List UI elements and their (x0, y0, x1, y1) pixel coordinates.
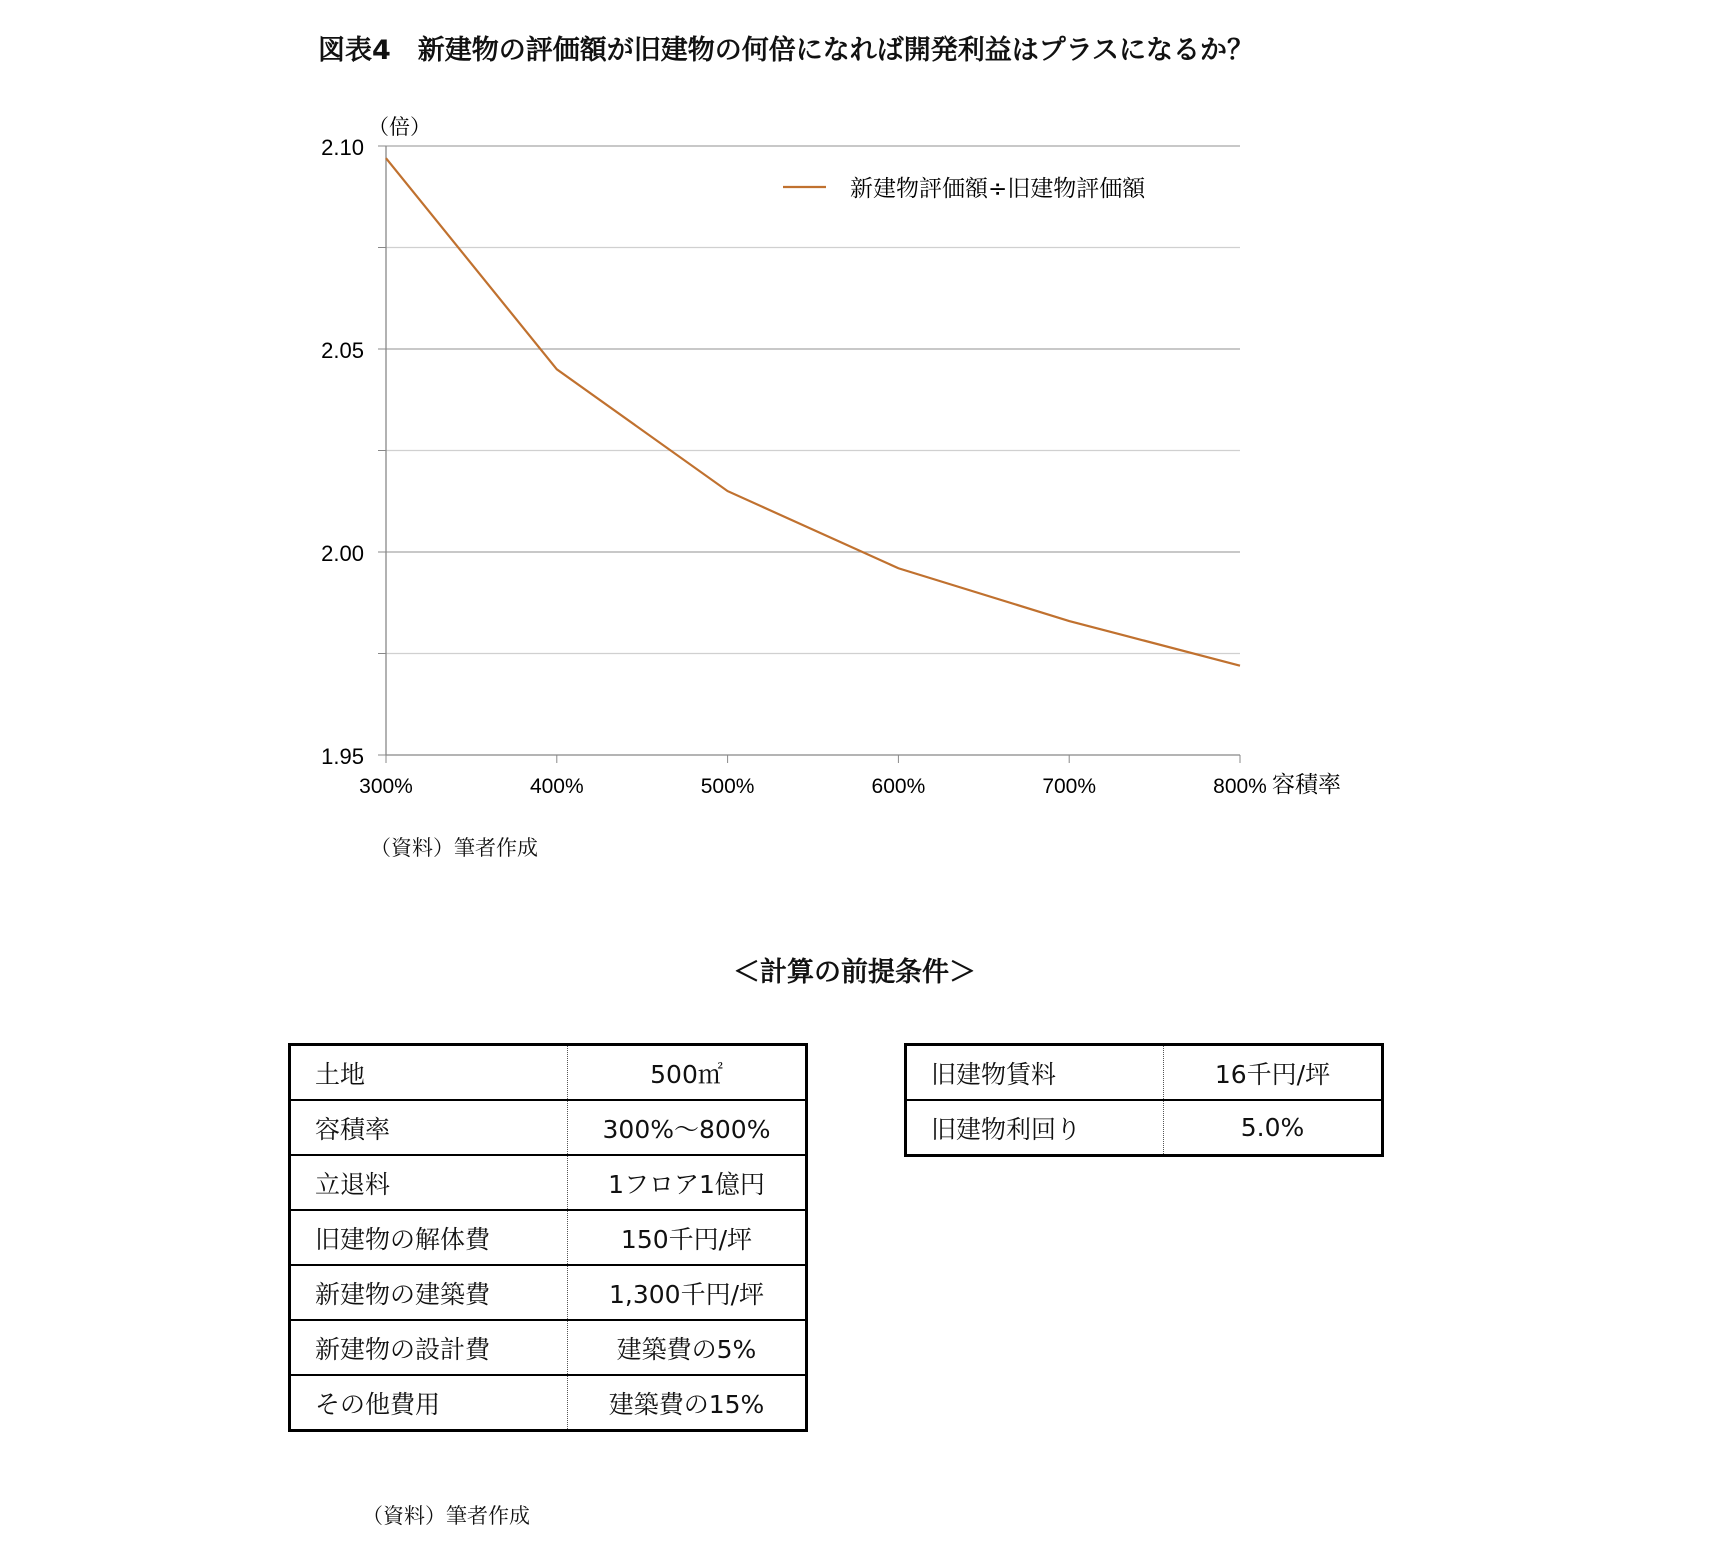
y-tick-label: 2.05 (321, 338, 364, 363)
table-row (290, 1320, 807, 1375)
table-row (290, 1375, 807, 1431)
table-source: （資料）筆者作成 (362, 1504, 530, 1528)
tick-labels (321, 135, 1267, 798)
table-row (290, 1210, 807, 1265)
x-axis-label: 容積率 (1272, 772, 1341, 798)
condition-key: その他費用 (290, 1375, 568, 1431)
table-row (906, 1045, 1383, 1101)
x-tick-label: 600% (871, 775, 926, 798)
table-row (290, 1155, 807, 1210)
table-row (290, 1045, 807, 1101)
table-row (290, 1265, 807, 1320)
condition-value: 建築費の15% (568, 1375, 807, 1431)
legend-label: 新建物評価額÷旧建物評価額 (850, 176, 1146, 202)
condition-value: 300%～800% (568, 1100, 807, 1155)
condition-value: 150千円/坪 (568, 1210, 807, 1265)
x-tick-label: 700% (1042, 775, 1097, 798)
condition-value: 建築費の5% (568, 1320, 807, 1375)
condition-key: 立退料 (290, 1155, 568, 1210)
condition-value: 16千円/坪 (1164, 1045, 1383, 1101)
condition-value: 1フロア1億円 (568, 1155, 807, 1210)
condition-key: 旧建物賃料 (906, 1045, 1164, 1101)
x-tick-label: 800% (1213, 775, 1267, 798)
condition-value: 1,300千円/坪 (568, 1265, 807, 1320)
condition-key: 土地 (290, 1045, 568, 1101)
figure-title: 図表4 新建物の評価額が旧建物の何倍になれば開発利益はプラスになるか？ (318, 35, 1254, 66)
series-line (386, 158, 1240, 666)
condition-key: 新建物の設計費 (290, 1320, 568, 1375)
axes (378, 146, 1240, 763)
x-tick-label: 300% (359, 775, 413, 798)
conditions-table-main (288, 1043, 808, 1432)
gridlines (386, 146, 1240, 654)
condition-key: 旧建物利回り (906, 1100, 1164, 1156)
y-tick-label: 2.00 (321, 541, 364, 566)
x-tick-label: 400% (529, 775, 584, 798)
y-axis-label: （倍） (368, 115, 431, 139)
x-tick-label: 500% (700, 775, 755, 798)
conditions-title: ＜計算の前提条件＞ (733, 957, 976, 988)
table-row (290, 1100, 807, 1155)
y-tick-label: 2.10 (321, 135, 364, 160)
condition-key: 容積率 (290, 1100, 568, 1155)
condition-value: 500㎡ (568, 1045, 807, 1101)
conditions-table-old-building (904, 1043, 1384, 1157)
chart-source: （資料）筆者作成 (370, 836, 538, 860)
condition-value: 5.0% (1164, 1100, 1383, 1156)
condition-key: 旧建物の解体費 (290, 1210, 568, 1265)
y-tick-label: 1.95 (321, 744, 364, 769)
condition-key: 新建物の建築費 (290, 1265, 568, 1320)
table-row (906, 1100, 1383, 1156)
